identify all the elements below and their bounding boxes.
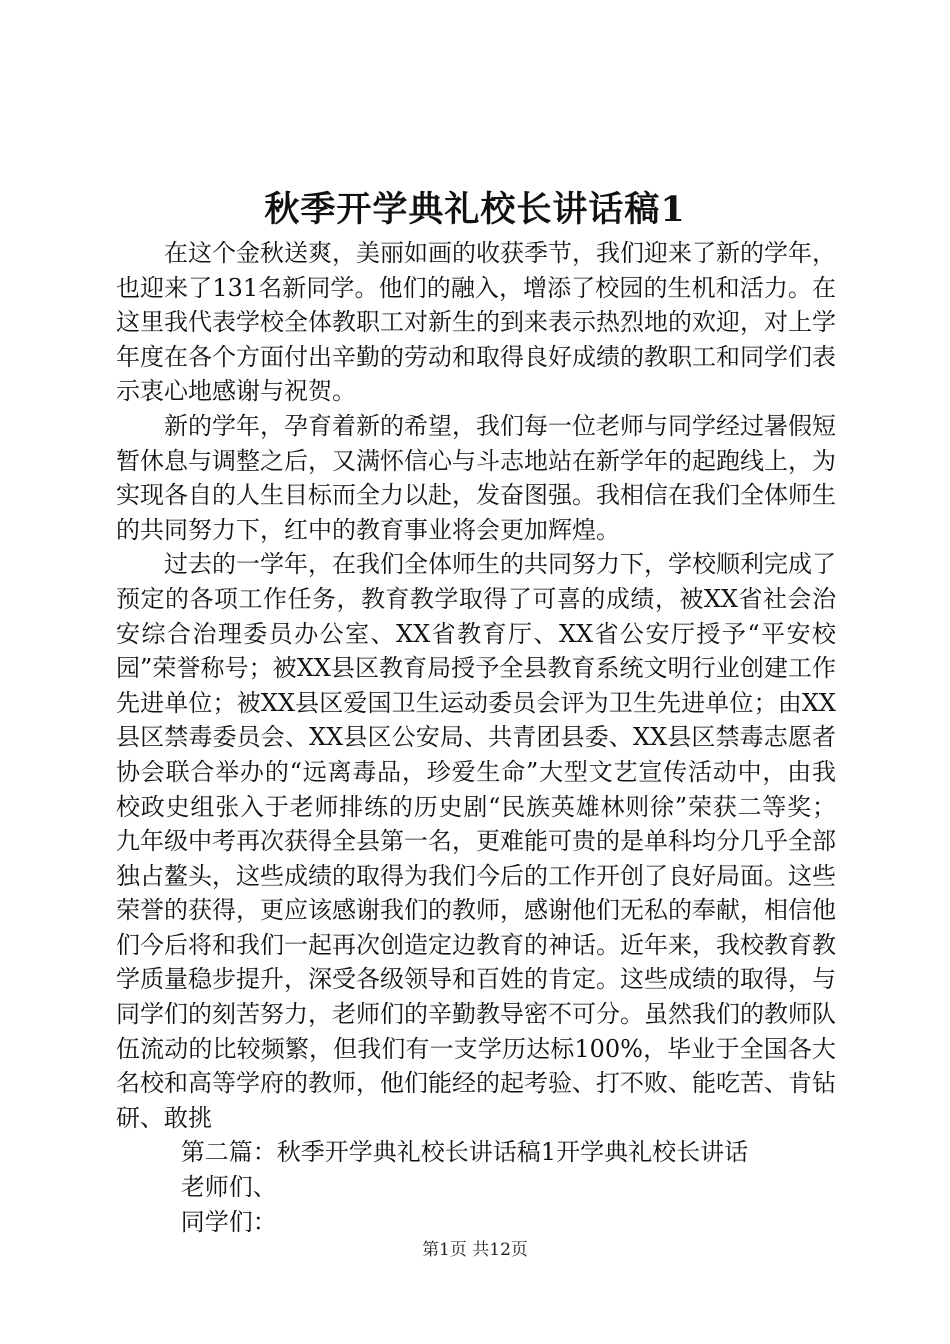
section-heading-line: 第二篇：秋季开学典礼校长讲话稿1开学典礼校长讲话 xyxy=(180,1138,749,1167)
paragraph-2: 新的学年，孕育着新的希望，我们每一位老师与同学经过暑假短暂休息与调整之后，又满怀信心与斗志地站在新学年的起跑线上，为实现各自的人生目标而全力以赴，发奋图强。我相信在我们全体师生的共同努力下，红中的教育事业将会更加辉煌。 xyxy=(116,411,836,544)
document-title: 秋季开学典礼校长讲话稿1 xyxy=(264,189,686,230)
paragraph-3: 过去的一学年，在我们全体师生的共同努力下，学校顺利完成了预定的各项工作任务，教育教学取得了可喜的成绩，被XX省社会治安综合治理委员办公室、XX省教育厅、XX省公安厅授予“平安校园”荣誉称号；被XX县区教育局授予全县教育系统文明行业创建工作先进单位；被XX县区爱国卫生运动委员会评为卫生先进单位；由XX县区禁毒委员会、XX县区公安局、共青团县委、XX县区禁毒志愿者协会联合举办的“远离毒品，珍爱生命”大型文艺宣传活动中，由我校政史组张入于老师排练的历史剧“民族英雄林则徐”荣获二等奖；九年级中考再次获得全县第一名，更难能可贵的是单科均分几乎全部独占鳌头，这些成绩的取得为我们今后的工作开创了良好局面。这些荣誉的获得，更应该感谢我们的教师，感谢他们无私的奉献，相信他们今后将和我们一起再次创造定边教育的神话。近年来，我校教育教学质量稳步提升，深受各级领导和百姓的肯定。这些成绩的取得，与同学们的刻苦努力，老师们的辛勤教导密不可分。虽然我们的教师队伍流动的比较频繁，但我们有一支学历达标100%，毕业于全国各大名校和高等学府的教师，他们能经的起考验、打不败、能吃苦、肯钻研、敢挑 xyxy=(116,550,836,1132)
document-body xyxy=(116,236,836,1239)
salutation-students: 同学们： xyxy=(180,1207,277,1236)
page-number-footer: 第1页 共12页 xyxy=(422,1240,528,1260)
salutation-teachers: 老师们、 xyxy=(180,1173,277,1202)
paragraph-1: 在这个金秋送爽，美丽如画的收获季节，我们迎来了新的学年，也迎来了131名新同学。他们的融入，增添了校园的生机和活力。在这里我代表学校全体教职工对新生的到来表示热烈地的欢迎，对上学年度在各个方面付出辛勤的劳动和取得良好成绩的教职工和同学们表示衷心地感谢与祝贺。 xyxy=(116,239,836,406)
